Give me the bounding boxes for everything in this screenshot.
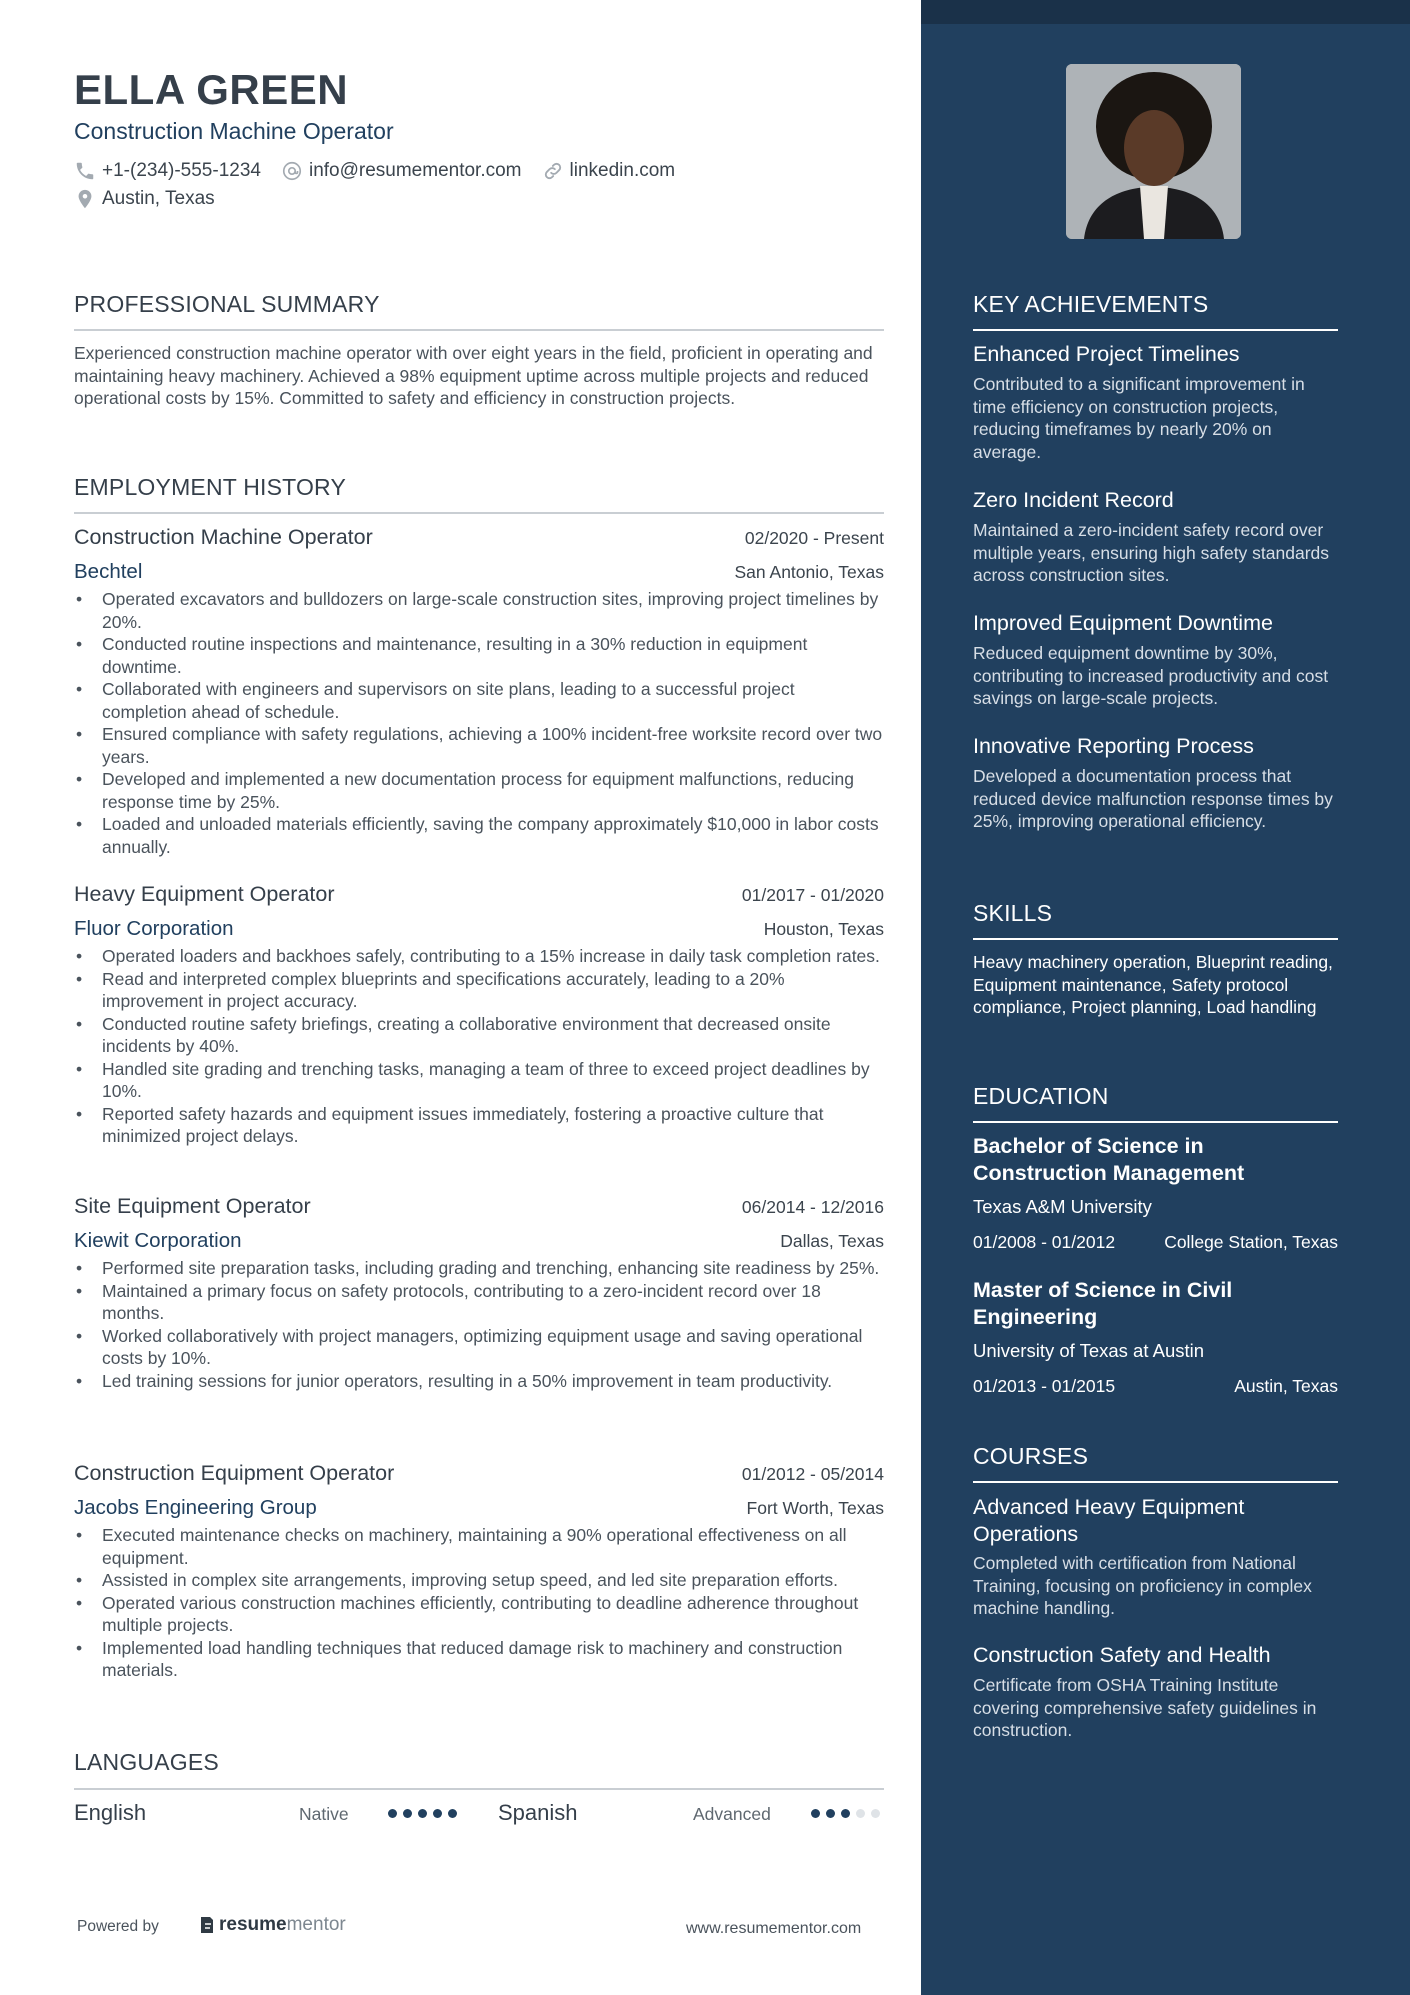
job-dates: 06/2014 - 12/2016 <box>741 1197 884 1217</box>
linkedin[interactable] <box>542 160 676 182</box>
sidebar-top-band <box>921 0 1410 24</box>
rating-dot-empty <box>856 1809 865 1818</box>
education-item <box>973 1277 1338 1397</box>
contact-row-2 <box>74 188 235 210</box>
phone-text: +1-(234)-555-1234 <box>102 160 261 181</box>
summary-heading: PROFESSIONAL SUMMARY <box>74 291 380 317</box>
email-text[interactable]: info@resumementor.com <box>308 160 522 181</box>
bullet-item: • Handled site grading and trenching tasks, managing a team of three to exceed project deadlines by 10%. <box>74 1058 884 1103</box>
language-rating <box>388 1809 463 1818</box>
profile-photo <box>1066 64 1241 239</box>
course-item <box>973 1643 1338 1742</box>
phone-icon <box>74 160 96 182</box>
achievement-item <box>973 342 1338 463</box>
achievement-text: Developed a documentation process that reduced device malfunction response times by 25%, improving operational efficiency. <box>973 766 1333 831</box>
bullet-item: • Operated various construction machines efficiently, contributing to deadline adherence throughout multiple projects. <box>74 1592 884 1637</box>
achievement-text: Reduced equipment downtime by 30%, contributing to increased productivity and cost savings on large-scale projects. <box>973 643 1329 708</box>
bullet-item: • Led training sessions for junior operators, resulting in a 50% improvement in team productivity. <box>74 1370 884 1393</box>
rating-dot-filled <box>841 1809 850 1818</box>
bullet-item: • Collaborated with engineers and supervisors on site plans, leading to a successful project completion ahead of schedule. <box>74 678 884 723</box>
bullet-item: • Implemented load handling techniques that reduced damage risk to machinery and construction materials. <box>74 1637 884 1682</box>
bullet-item: • Worked collaboratively with project managers, optimizing equipment usage and saving operational costs by 10%. <box>74 1325 884 1370</box>
language-item <box>498 1800 578 1826</box>
candidate-name: ELLA GREEN <box>74 66 349 113</box>
achievements-divider <box>973 329 1338 331</box>
education-item <box>973 1133 1338 1253</box>
job-role: Construction Machine Operator <box>74 525 373 549</box>
bullet-item: • Ensured compliance with safety regulations, achieving a 100% incident-free worksite record over two years. <box>74 723 884 768</box>
rating-dot-filled <box>403 1809 412 1818</box>
rating-dot-filled <box>811 1809 820 1818</box>
job-bullets <box>74 1257 884 1392</box>
degree: Master of Science in Civil Engineering <box>973 1278 1233 1329</box>
rating-dot-filled <box>826 1809 835 1818</box>
location-text: Austin, Texas <box>102 188 215 209</box>
bullet-item: • Executed maintenance checks on machinery, maintaining a 90% operational effectiveness on all equipment. <box>74 1524 884 1569</box>
job-company: Jacobs Engineering Group <box>74 1496 317 1519</box>
languages-divider <box>74 1788 884 1790</box>
edu-dates: 01/2013 - 01/2015 <box>973 1376 1116 1396</box>
brand-bold: resume <box>219 1914 287 1935</box>
job-bullets <box>74 945 884 1148</box>
job-role: Construction Equipment Operator <box>74 1461 395 1485</box>
brand-light: mentor <box>286 1914 346 1935</box>
language-rating <box>811 1809 886 1818</box>
contact-row-1 <box>74 160 695 182</box>
course-text: Certificate from OSHA Training Institute covering comprehensive safety guidelines in construction. <box>973 1675 1317 1740</box>
job-entry <box>74 525 884 858</box>
job-bullets <box>74 588 884 858</box>
achievement-text: Maintained a zero-incident safety record over multiple years, ensuring high safety standards across construction sites. <box>973 520 1330 585</box>
bullet-item: • Developed and implemented a new documentation process for equipment malfunctions, reducing response time by 25%. <box>74 768 884 813</box>
job-role: Site Equipment Operator <box>74 1194 311 1218</box>
course-title: Construction Safety and Health <box>973 1643 1271 1667</box>
bullet-item: • Operated loaders and backhoes safely, contributing to a 15% increase in daily task completion rates. <box>74 945 884 968</box>
powered-by-label: Powered by <box>77 1918 159 1935</box>
degree: Bachelor of Science in Construction Management <box>973 1134 1245 1185</box>
achievement-title: Improved Equipment Downtime <box>973 611 1273 635</box>
job-dates: 02/2020 - Present <box>744 528 884 548</box>
achievement-title: Innovative Reporting Process <box>973 734 1254 758</box>
job-entry <box>74 882 884 1148</box>
rating-dot-filled <box>448 1809 457 1818</box>
linkedin-text[interactable]: linkedin.com <box>569 160 676 181</box>
rating-dot-filled <box>388 1809 397 1818</box>
job-location: Fort Worth, Texas <box>746 1498 884 1518</box>
achievement-item <box>973 488 1338 587</box>
language-name: Spanish <box>498 1800 578 1825</box>
job-entry <box>74 1194 884 1392</box>
job-location: San Antonio, Texas <box>734 562 884 582</box>
education-heading: EDUCATION <box>973 1083 1109 1109</box>
summary-divider <box>74 329 884 331</box>
skills-heading: SKILLS <box>973 900 1053 926</box>
bullet-item: • Conducted routine safety briefings, creating a collaborative environment that decreased onsite incidents by 40%. <box>74 1013 884 1058</box>
brand-logo[interactable] <box>199 1914 346 1936</box>
bullet-item: • Assisted in complex site arrangements, improving setup speed, and led site preparation efforts. <box>74 1569 884 1592</box>
job-company: Bechtel <box>74 560 143 583</box>
job-dates: 01/2017 - 01/2020 <box>741 885 884 905</box>
school: Texas A&M University <box>973 1196 1152 1217</box>
bullet-item: • Performed site preparation tasks, including grading and trenching, enhancing site readiness by 25%. <box>74 1257 884 1280</box>
job-entry <box>74 1461 884 1682</box>
school: University of Texas at Austin <box>973 1340 1205 1361</box>
email[interactable] <box>281 160 522 182</box>
rating-dot-filled <box>433 1809 442 1818</box>
courses-heading: COURSES <box>973 1443 1089 1469</box>
languages-heading: LANGUAGES <box>74 1749 219 1775</box>
language-level: Native <box>299 1804 349 1824</box>
bullet-item: • Operated excavators and bulldozers on large-scale construction sites, improving project timelines by 20%. <box>74 588 884 633</box>
education-divider <box>973 1121 1338 1123</box>
language-name: English <box>74 1800 147 1825</box>
achievement-title: Enhanced Project Timelines <box>973 342 1240 366</box>
course-title: Advanced Heavy Equipment Operations <box>973 1495 1245 1546</box>
achievement-title: Zero Incident Record <box>973 488 1174 512</box>
language-item <box>74 1800 146 1826</box>
bullet-item: • Maintained a primary focus on safety protocols, contributing to a zero-incident record over 18 months. <box>74 1280 884 1325</box>
bullet-item: • Loaded and unloaded materials efficiently, saving the company approximately $10,000 in labor costs annually. <box>74 813 884 858</box>
location-pin-icon <box>74 188 96 210</box>
bullet-item: • Conducted routine inspections and maintenance, resulting in a 30% reduction in equipment downtime. <box>74 633 884 678</box>
job-company: Fluor Corporation <box>74 917 234 940</box>
achievement-item <box>973 734 1338 833</box>
link-icon <box>542 160 564 182</box>
employment-divider <box>74 512 884 514</box>
achievements-heading: KEY ACHIEVEMENTS <box>973 291 1209 317</box>
phone <box>74 160 261 182</box>
brand-mark-icon <box>199 1915 215 1935</box>
job-bullets <box>74 1524 884 1682</box>
course-item <box>973 1494 1338 1620</box>
edu-location: Austin, Texas <box>1234 1376 1338 1396</box>
website-link[interactable]: www.resumementor.com <box>686 1920 862 1937</box>
job-location: Dallas, Texas <box>780 1231 884 1251</box>
job-location: Houston, Texas <box>763 919 884 939</box>
achievement-item <box>973 611 1338 710</box>
job-company: Kiewit Corporation <box>74 1229 242 1252</box>
courses-divider <box>973 1481 1338 1483</box>
course-text: Completed with certification from National Training, focusing on proficiency in complex machine handling. <box>973 1553 1312 1618</box>
location <box>74 188 215 210</box>
at-icon <box>281 160 303 182</box>
edu-dates: 01/2008 - 01/2012 <box>973 1232 1116 1252</box>
rating-dot-empty <box>871 1809 880 1818</box>
employment-heading: EMPLOYMENT HISTORY <box>74 474 346 500</box>
summary-text: Experienced construction machine operator with over eight years in the field, proficient in operating and maintaining heavy machinery. Achieved a 98% equipment uptime across multiple projects and reduced operational costs by 15%. Committed to safety and efficiency in construction projects. <box>74 343 873 408</box>
bullet-item: • Reported safety hazards and equipment issues immediately, fostering a proactive culture that minimized project delays. <box>74 1103 884 1148</box>
achievement-text: Contributed to a significant improvement in time efficiency on construction projects, reducing timeframes by nearly 20% on average. <box>973 374 1305 462</box>
rating-dot-filled <box>418 1809 427 1818</box>
bullet-item: • Read and interpreted complex blueprints and specifications accurately, leading to a 20% improvement in project accuracy. <box>74 968 884 1013</box>
edu-location: College Station, Texas <box>1164 1232 1338 1252</box>
job-dates: 01/2012 - 05/2014 <box>741 1464 884 1484</box>
skills-text: Heavy machinery operation, Blueprint reading, Equipment maintenance, Safety protocol compliance, Project planning, Load handling <box>973 952 1333 1017</box>
language-level: Advanced <box>693 1804 771 1824</box>
job-title: Construction Machine Operator <box>74 118 394 144</box>
skills-divider <box>973 938 1338 940</box>
job-role: Heavy Equipment Operator <box>74 882 335 906</box>
